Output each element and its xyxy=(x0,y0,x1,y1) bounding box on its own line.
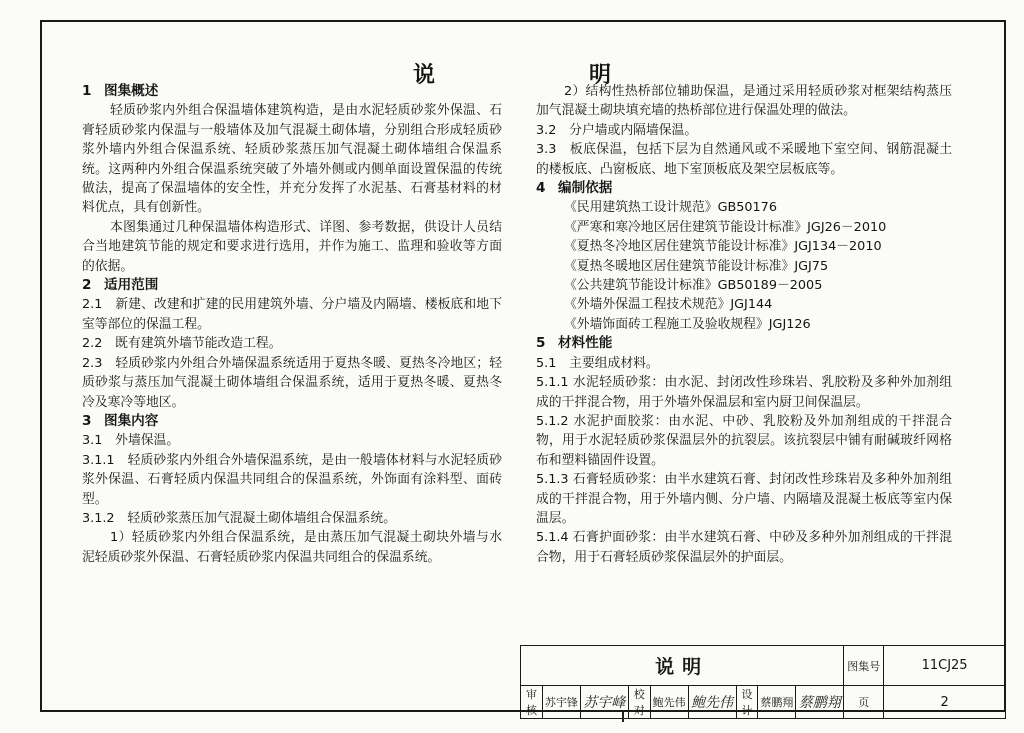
page-title: 说 明 xyxy=(412,62,677,88)
section-heading xyxy=(536,334,952,353)
section-title: 材料性能 xyxy=(558,335,613,352)
designer-signature-text: 蔡鹏翔 xyxy=(798,695,841,711)
section-heading xyxy=(82,82,502,101)
page-label: 页 xyxy=(844,686,884,719)
reference-standard: 《外墙外保温工程技术规范》JGJ144 xyxy=(564,297,773,313)
section-heading xyxy=(536,179,952,198)
review-label: 审核 xyxy=(521,686,543,719)
paragraph: 5.1.3 石膏轻质砂浆：由半水建筑石膏、封闭改性珍珠岩及多种外加剂组成的干拌混合物，用于外墙内侧、分户墙、内隔墙及混凝土板底等室内保温层。 xyxy=(536,472,952,526)
paragraph: 5.1.2 水泥护面胶浆：由水泥、中砂、乳胶粉及外加剂组成的干拌混合物，用于水泥轻质砂浆保温层外的抗裂层。该抗裂层中铺有耐碱玻纤网格布和塑料锚固件设置。 xyxy=(536,413,952,468)
reference-standard: 《公共建筑节能设计标准》GB50189－2005 xyxy=(564,278,823,294)
reference-standard: 《民用建筑热工设计规范》GB50176 xyxy=(564,200,777,216)
paragraph: 本图集通过几种保温墙体构造形式、详图、参考数据，供设计人员结合当地建筑节能的规定和要求进行选用，并作为施工、监理和验收等方面的依据。 xyxy=(82,219,502,274)
section-title: 图集内容 xyxy=(104,412,159,429)
section-title: 图集概述 xyxy=(104,83,159,99)
section-number: 2 xyxy=(82,277,92,294)
paragraph: 2.2 既有建筑外墙节能改造工程。 xyxy=(82,336,282,352)
binding-tick xyxy=(622,712,624,722)
atlas-number: 11CJ25 xyxy=(884,646,1006,686)
reviewer-signature-text: 苏宇峰 xyxy=(583,695,626,711)
atlas-number-label: 图集号 xyxy=(844,646,884,686)
check-label: 校对 xyxy=(628,686,650,719)
checker-signature xyxy=(688,686,736,719)
section-number: 4 xyxy=(536,180,546,197)
section-number: 1 xyxy=(82,83,92,99)
reference-standard: 《夏热冬冷地区居住建筑节能设计标准》JGJ134－2010 xyxy=(564,239,882,255)
drawing-name: 说明 xyxy=(521,646,844,686)
paragraph: 3.1 外墙保温。 xyxy=(82,433,180,449)
paragraph: 3.3 板底保温，包括下层为自然通风或不采暖地下室空间、钢筋混凝土的楼板底、凸窗板底、地下室顶板底及架空层板底等。 xyxy=(536,142,952,177)
paragraph: 1）轻质砂浆内外组合保温系统，是由蒸压加气混凝土砌块外墙与水泥轻质砂浆外保温、石膏轻质砂浆内保温共同组合的保温系统。 xyxy=(82,530,502,565)
section-title: 适用范围 xyxy=(104,277,159,294)
paragraph: 3.2 分户墙或内隔墙保温。 xyxy=(536,122,698,138)
title-block xyxy=(520,645,1006,719)
paragraph: 2）结构性热桥部位辅助保温，是通过采用轻质砂浆对框架结构蒸压加气混凝土砌块填充墙的热桥部位进行保温处理的做法。 xyxy=(536,84,952,119)
reference-standard: 《夏热冬暖地区居住建筑节能设计标准》JGJ75 xyxy=(564,258,829,274)
section-title: 编制依据 xyxy=(558,180,613,197)
paragraph: 5.1 主要组成材料。 xyxy=(536,355,659,371)
paragraph: 5.1.4 石膏护面砂浆：由半水建筑石膏、中砂及多种外加剂组成的干拌混合物，用于石膏轻质砂浆保温层外的护面层。 xyxy=(536,530,952,565)
right-column xyxy=(536,82,952,567)
paragraph: 5.1.1 水泥轻质砂浆：由水泥、封闭改性珍珠岩、乳胶粉及多种外加剂组成的干拌混合物，用于外墙外保温层和室内厨卫间保温层。 xyxy=(536,375,952,410)
page-number: 2 xyxy=(884,686,1006,719)
section-heading xyxy=(82,412,502,431)
paragraph: 2.3 轻质砂浆内外组合外墙保温系统适用于夏热冬暖、夏热冬冷地区；轻质砂浆与蒸压加气混凝土砌体墙组合保温系统，适用于夏热冬暖、夏热冬冷及寒冷等地区。 xyxy=(82,355,502,410)
designer-name: 蔡鹏翔 xyxy=(758,686,796,719)
paragraph: 3.1.1 轻质砂浆内外组合外墙保温系统，是由一般墙体材料与水泥轻质砂浆外保温、石膏轻质内保温共同组合的保温系统，外饰面有涂料型、面砖型。 xyxy=(82,452,502,507)
design-label: 设计 xyxy=(736,686,758,719)
section-heading xyxy=(82,276,502,295)
checker-signature-text: 鲍先伟 xyxy=(691,695,734,711)
left-column xyxy=(82,82,502,567)
checker-name: 鲍先伟 xyxy=(650,686,688,719)
designer-signature xyxy=(796,686,844,719)
reviewer-name: 苏宇锋 xyxy=(542,686,580,719)
paragraph: 2.1 新建、改建和扩建的民用建筑外墙、分户墙及内隔墙、楼板底和地下室等部位的保温工程。 xyxy=(82,297,502,332)
paragraph: 轻质砂浆内外组合保温墙体建筑构造，是由水泥轻质砂浆外保温、石膏轻质砂浆内保温与一般墙体及加气混凝土砌体墙，分别组合形成轻质砂浆外墙内外组合保温系统、轻质砂浆蒸压加气混凝土砌体墙组合保温系统。这两种内外组合保温系统突破了外墙外侧或内侧单面设置保温的传统做法，提高了保温墙体的安全性，并充分发挥了水泥基、石膏基材料的材料优点，具有创新性。 xyxy=(82,103,502,216)
section-number: 5 xyxy=(536,335,546,352)
reference-standard: 《外墙饰面砖工程施工及验收规程》JGJ126 xyxy=(564,316,811,332)
paragraph: 3.1.2 轻质砂浆蒸压加气混凝土砌体墙组合保温系统。 xyxy=(82,510,397,526)
section-number: 3 xyxy=(82,412,92,429)
reference-standard: 《严寒和寒冷地区居住建筑节能设计标准》JGJ26－2010 xyxy=(564,219,887,235)
